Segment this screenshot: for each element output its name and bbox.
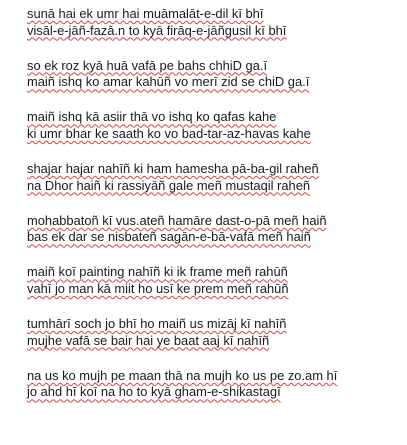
stanza-5	[27, 213, 402, 246]
verse-line: na Dhor haiñ ki rassiyāñ gale meñ mustaqil raheñ	[27, 177, 311, 193]
verse-line: na us ko mujh pe maan thā na mujh ko us pe zo.am hī	[27, 367, 338, 383]
document-body	[27, 6, 402, 420]
verse-line: jo ahd hī koī na ho to kyā gham-e-shikastagī	[27, 384, 281, 400]
verse-line: shajar hajar nahīñ ki ham hamesha pā-ba-gil raheñ	[27, 161, 319, 177]
verse-line: so ek roz kyā huā vafā pe bahs chhiD ga.ī	[27, 57, 268, 73]
stanza-7	[27, 316, 402, 349]
verse-line: mujhe vafā se bair hai ye baat aaj kī nahīñ	[27, 332, 270, 348]
verse-line: bas ek dar se nisbateñ sagān-e-bā-vafā meñ haiñ	[27, 229, 311, 245]
verse-line: vahī jo man kā miit ho usī ke prem meñ rahūñ	[27, 281, 289, 297]
verse-line: maiñ koī painting nahīñ ki ik frame meñ rahūñ	[27, 264, 288, 280]
stanza-4	[27, 161, 402, 194]
stanza-8	[27, 368, 402, 401]
verse-line: tumhārī soch jo bhī ho maiñ us mizāj kī nahīñ	[27, 316, 287, 332]
verse-line: ki umr bhar ke saath ko vo bad-tar-az-havas kahe	[27, 125, 311, 141]
stanza-3	[27, 109, 402, 142]
stanza-6	[27, 264, 402, 297]
stanza-2	[27, 58, 402, 91]
verse-line: mohabbatoñ kī vus.ateñ hamāre dast-o-pā meñ haiñ	[27, 212, 327, 228]
verse-line: sunā hai ek umr hai muāmalāt-e-dil kī bhī	[27, 6, 264, 21]
stanza-1	[27, 6, 402, 39]
verse-line: maiñ ishq ko amar kahūñ vo merī zid se chiD ga.ī	[27, 74, 310, 90]
verse-line: maiñ ishq kā asiir thā vo ishq ko qafas kahe	[27, 109, 277, 125]
verse-line: visāl-e-jāñ-fazā.n to kyā firāq-e-jāñgusil kī bhī	[27, 22, 287, 38]
